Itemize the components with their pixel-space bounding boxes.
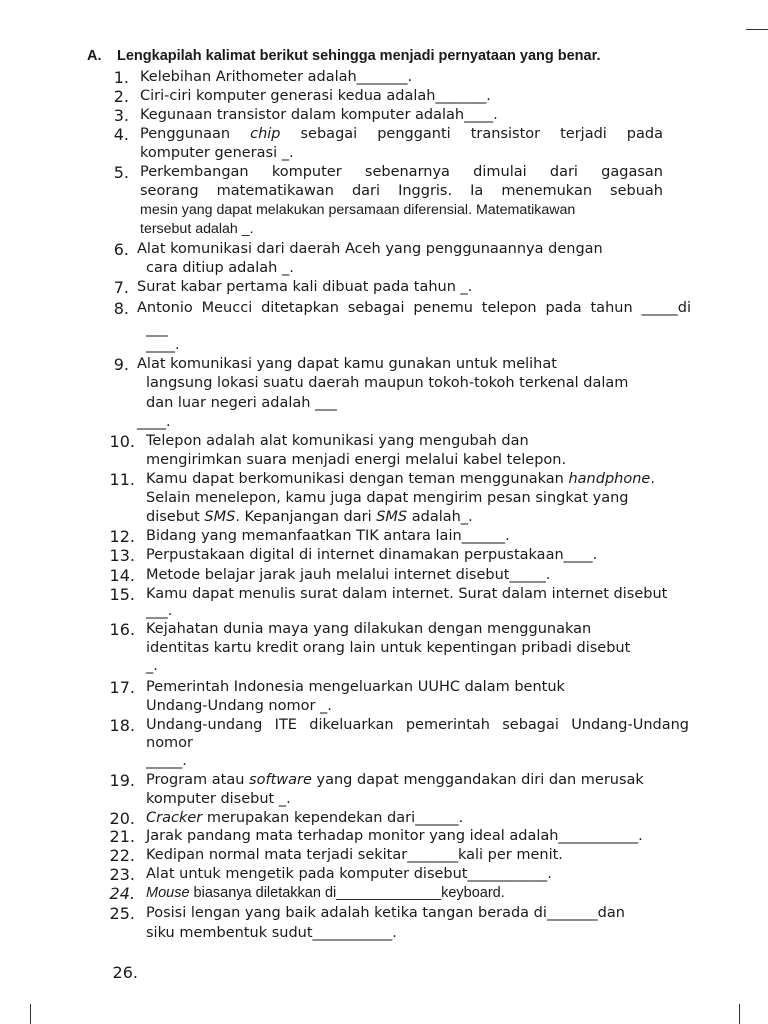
item-number: 3. bbox=[113, 106, 129, 125]
item-line: Posisi lengan yang baik adalah ketika tangan berada di_______dan bbox=[146, 905, 625, 921]
item-line: _. bbox=[146, 658, 158, 674]
item-line: Bidang yang memanfaatkan TIK antara lain______. bbox=[146, 528, 510, 544]
item-number: 2. bbox=[113, 87, 129, 106]
item-line: _____. bbox=[146, 753, 187, 769]
item-number: 16. bbox=[109, 620, 135, 639]
item-line: Alat komunikasi yang dapat kamu gunakan untuk melihat bbox=[137, 356, 557, 372]
item-number: 6. bbox=[113, 240, 129, 259]
section-label: A. bbox=[87, 48, 102, 64]
item-line: Pemerintah Indonesia mengeluarkan UUHC dalam bentuk bbox=[146, 679, 565, 695]
item-number: 17. bbox=[109, 678, 135, 697]
item-line: Perpustakaan digital di internet dinamakan perpustakaan____. bbox=[146, 547, 598, 563]
item-line: Perkembangan komputer sebenarnya dimulai dari gagasan bbox=[140, 164, 663, 180]
item-line: Jarak pandang mata terhadap monitor yang ideal adalah___________. bbox=[146, 828, 643, 844]
item-number: 1. bbox=[113, 68, 129, 87]
item-line: Metode belajar jarak jauh melalui internet disebut_____. bbox=[146, 567, 551, 583]
item-line: Surat kabar pertama kali dibuat pada tahun _. bbox=[137, 279, 473, 295]
item-number: 11. bbox=[109, 470, 135, 489]
item-number: 24. bbox=[109, 884, 135, 903]
item-line: cara ditiup adalah _. bbox=[146, 260, 294, 276]
item-line: seorang matematikawan dari Inggris. Ia menemukan sebuah bbox=[140, 183, 663, 199]
item-line: Undang-undang ITE dikeluarkan pemerintah sebagai Undang-Undang bbox=[146, 717, 689, 733]
item-line: identitas kartu kredit orang lain untuk kepentingan pribadi disebut bbox=[146, 640, 631, 656]
item-line: mesin yang dapat melakukan persamaan diferensial. Matematikawan bbox=[140, 202, 576, 218]
item-line: siku membentuk sudut___________. bbox=[146, 925, 397, 941]
item-number: 13. bbox=[109, 546, 135, 565]
page-edge-mark bbox=[739, 1004, 740, 1024]
item-line: Mouse biasanya diletakkan di_____________keyboard. bbox=[146, 885, 505, 901]
item-line: Antonio Meucci ditetapkan sebagai penemu telepon pada tahun _____di bbox=[137, 300, 691, 316]
item-line: Program atau software yang dapat menggandakan diri dan merusak bbox=[146, 772, 644, 788]
item-number: 26. bbox=[112, 963, 138, 982]
item-line: dan luar negeri adalah ___ bbox=[146, 395, 337, 411]
item-line: Kejahatan dunia maya yang dilakukan dengan menggunakan bbox=[146, 621, 592, 637]
item-line: mengirimkan suara menjadi energi melalui kabel telepon. bbox=[146, 452, 567, 468]
item-line: Alat untuk mengetik pada komputer disebut___________. bbox=[146, 866, 552, 882]
item-line: Kamu dapat berkomunikasi dengan teman menggunakan handphone. bbox=[146, 471, 655, 487]
item-number: 18. bbox=[109, 716, 135, 735]
item-line: tersebut adalah _. bbox=[140, 221, 254, 237]
item-line: nomor bbox=[146, 735, 194, 751]
item-line: Ciri-ciri komputer generasi kedua adalah_______. bbox=[140, 88, 491, 104]
item-number: 15. bbox=[109, 585, 135, 604]
item-line: Undang-Undang nomor _. bbox=[146, 698, 332, 714]
item-line: disebut SMS. Kepanjangan dari SMS adalah_. bbox=[146, 509, 473, 525]
item-number: 4. bbox=[113, 125, 129, 144]
item-line: Kelebihan Arithometer adalah_______. bbox=[140, 69, 413, 85]
item-number: 7. bbox=[113, 278, 129, 297]
item-line: Kedipan normal mata terjadi sekitar_______kali per menit. bbox=[146, 847, 563, 863]
item-number: 22. bbox=[109, 846, 135, 865]
item-number: 10. bbox=[109, 432, 135, 451]
item-number: 12. bbox=[109, 527, 135, 546]
item-number: 14. bbox=[109, 566, 135, 585]
item-line: Alat komunikasi dari daerah Aceh yang penggunaannya dengan bbox=[137, 241, 603, 257]
item-line: Cracker merupakan kependekan dari______. bbox=[146, 810, 464, 826]
item-number: 5. bbox=[113, 163, 129, 182]
section-title: Lengkapilah kalimat berikut sehingga menjadi pernyataan yang benar. bbox=[117, 48, 601, 64]
item-number: 8. bbox=[113, 299, 129, 318]
item-line: langsung lokasi suatu daerah maupun tokoh-tokoh terkenal dalam bbox=[146, 375, 629, 391]
item-number: 9. bbox=[113, 355, 129, 374]
item-number: 21. bbox=[109, 827, 135, 846]
item-line: Kegunaan transistor dalam komputer adalah____. bbox=[140, 107, 498, 123]
item-number: 20. bbox=[109, 809, 135, 828]
item-line: Telepon adalah alat komunikasi yang mengubah dan bbox=[146, 433, 529, 449]
section-heading bbox=[87, 48, 600, 64]
item-line: ___ bbox=[146, 321, 168, 337]
item-line: ____. bbox=[146, 337, 180, 353]
item-number: 23. bbox=[109, 865, 135, 884]
item-line: ___. bbox=[146, 603, 173, 619]
item-number: 25. bbox=[109, 904, 135, 923]
page-edge-mark bbox=[30, 1004, 31, 1024]
item-line: Penggunaan chip sebagai pengganti transistor terjadi pada bbox=[140, 126, 663, 142]
item-line: ____. bbox=[137, 414, 171, 430]
item-line: Selain menelepon, kamu juga dapat mengirim pesan singkat yang bbox=[146, 490, 629, 506]
item-line: komputer generasi _. bbox=[140, 145, 294, 161]
item-line: komputer disebut _. bbox=[146, 791, 291, 807]
page-edge-mark bbox=[746, 29, 768, 30]
item-number: 19. bbox=[109, 771, 135, 790]
item-line: Kamu dapat menulis surat dalam internet. Surat dalam internet disebut bbox=[146, 586, 668, 602]
